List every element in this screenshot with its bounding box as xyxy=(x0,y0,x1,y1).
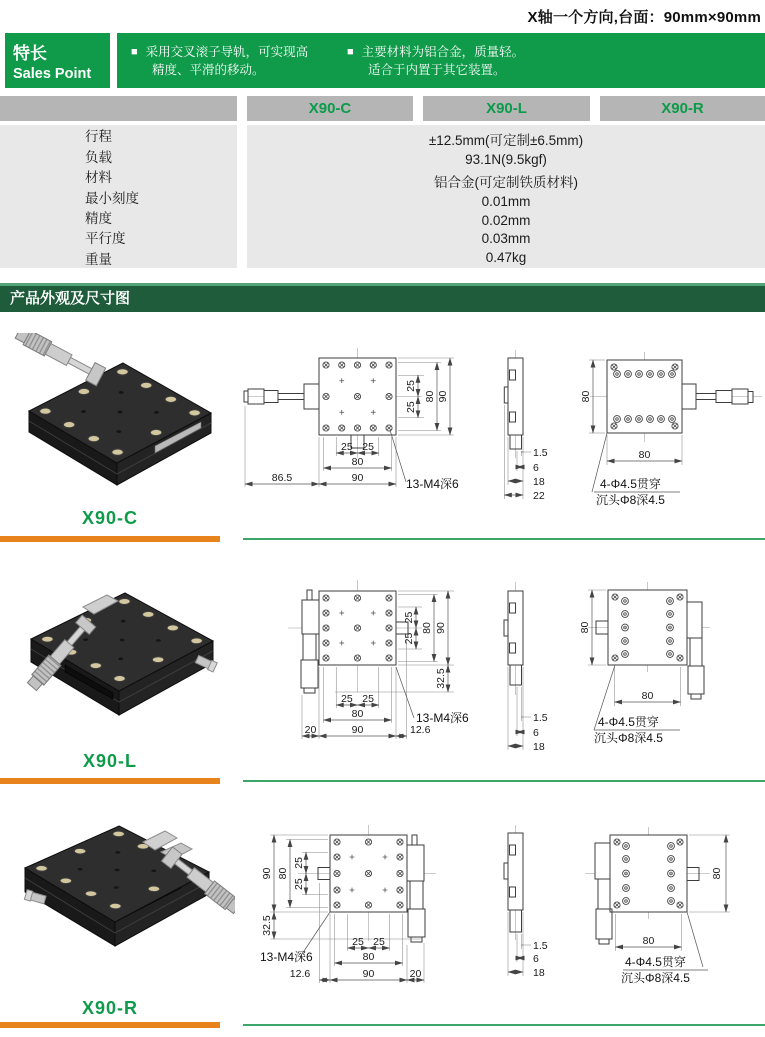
side-view xyxy=(504,825,548,979)
photo-x90r xyxy=(5,800,235,1000)
sales-point-bar xyxy=(117,33,765,88)
hole-note-2: 沉头Φ8深4.5 xyxy=(621,971,690,985)
orange-rule xyxy=(0,536,220,542)
micrometer xyxy=(13,333,105,386)
dim-label: 80 xyxy=(424,390,436,403)
spec-header-x90r: X90-R xyxy=(600,96,765,121)
dim-label: 80 xyxy=(421,622,433,634)
dim-label: 1.5 xyxy=(533,447,548,459)
dim-label: 80 xyxy=(351,456,364,468)
micrometer xyxy=(301,590,319,693)
spec-row-value: 0.47kg xyxy=(485,249,527,265)
spec-row-label: 平行度 xyxy=(85,231,126,247)
bullet-1-line-1: 采用交叉滚子导轨，可实现高 xyxy=(145,45,309,59)
dim-label: 80 xyxy=(351,708,364,720)
dim-label: 25 xyxy=(362,693,374,705)
spec-row-label: 行程 xyxy=(85,129,112,145)
orange-rule xyxy=(0,778,220,784)
top-view xyxy=(260,825,436,983)
spec-row-label: 负载 xyxy=(85,149,112,165)
dim-label: 25 xyxy=(352,936,364,948)
spec-row-value: 93.1N(9.5kgf) xyxy=(465,152,547,167)
micrometer xyxy=(595,843,612,944)
dim-label: 25 xyxy=(362,441,374,453)
spec-header-empty xyxy=(0,96,237,121)
bullet-square-icon: ■ xyxy=(347,46,354,58)
dim-label: 1.5 xyxy=(533,712,548,724)
sales-point-bullet-2 xyxy=(347,43,524,79)
bullet-2-line-1: 主要材料为铝合金，质量轻。 xyxy=(361,45,525,59)
dim-label: 25 xyxy=(403,632,415,645)
dim-label: 18 xyxy=(533,967,545,979)
model-label-x90c: X90-C xyxy=(81,508,139,528)
drawing-x90r xyxy=(240,795,765,1037)
dim-label: 80 xyxy=(579,621,591,634)
photo-x90l xyxy=(5,565,235,750)
dim-label: 22 xyxy=(533,490,545,502)
bottom-view xyxy=(579,582,710,745)
hole-note-2: 沉头Φ8深4.5 xyxy=(596,493,665,507)
spec-row-label: 重量 xyxy=(85,251,112,267)
dim-label: 12.6 xyxy=(289,968,311,980)
drawing-x90c xyxy=(240,330,765,545)
model-label-x90l: X90-L xyxy=(82,751,138,771)
dim-label: 90 xyxy=(437,390,449,403)
bullet-1-line-2: 精度、平滑的移动。 xyxy=(152,63,265,77)
dim-label: 90 xyxy=(351,472,364,484)
dim-label: 25 xyxy=(293,857,305,869)
dim-label: 6 xyxy=(533,727,539,739)
dim-label: 90 xyxy=(435,622,447,634)
bottom-view xyxy=(580,352,762,507)
axis-size-note: X轴一个方向,台面：90mm×90mm xyxy=(527,9,761,26)
section-title-bar: 产品外观及尺寸图 xyxy=(0,283,765,312)
dim-label: 25 xyxy=(341,441,353,453)
spec-label-column xyxy=(0,125,237,268)
dim-label: 80 xyxy=(362,951,375,963)
dim-label: 25 xyxy=(403,611,415,624)
dim-label: 1.5 xyxy=(533,940,548,952)
sales-point-title-box xyxy=(5,33,110,88)
sales-point-bullet-1 xyxy=(131,43,308,79)
dim-label: 80 xyxy=(641,690,654,702)
spec-row-value: ±12.5mm(可定制±6.5mm) xyxy=(428,132,584,148)
dim-label: 6 xyxy=(533,953,539,965)
spec-header-x90c: X90-C xyxy=(247,96,413,121)
dim-label: 80 xyxy=(580,390,592,403)
dim-label: 25 xyxy=(405,401,417,413)
spec-row-value: 0.01mm xyxy=(481,194,531,209)
dim-label: 90 xyxy=(261,867,273,880)
side-view xyxy=(504,582,548,753)
dim-label: 90 xyxy=(351,724,364,736)
dim-label: 25 xyxy=(373,936,385,948)
bullet-2-line-2: 适合于内置于其它装置。 xyxy=(368,63,506,77)
spec-row-value: 铝合金(可定制铁质材料) xyxy=(434,174,578,190)
dim-label: 12.6 xyxy=(410,724,431,736)
dim-label: 18 xyxy=(533,741,545,753)
dim-label: 80 xyxy=(711,867,723,880)
top-view xyxy=(244,348,459,491)
side-view xyxy=(504,350,547,502)
dim-label: 25 xyxy=(293,878,305,890)
thread-note: 13-M4深6 xyxy=(260,950,313,964)
dim-label: 6 xyxy=(533,462,539,474)
dim-label: 80 xyxy=(638,449,651,461)
thread-note: 13-M4深6 xyxy=(406,477,459,491)
top-view xyxy=(288,580,469,739)
dim-label: 20 xyxy=(409,968,422,980)
dim-label: 32.5 xyxy=(435,668,447,689)
dim-label: 25 xyxy=(341,693,353,705)
hole-note-1: 4-Φ4.5贯穿 xyxy=(625,955,686,969)
orange-rule xyxy=(0,1022,220,1028)
dim-label: 18 xyxy=(533,476,545,488)
hole-note-1: 4-Φ4.5贯穿 xyxy=(600,477,661,491)
dim-label: 32.5 xyxy=(261,915,273,936)
micrometer xyxy=(687,602,704,699)
sales-point-title-cn: 特长 xyxy=(13,44,47,63)
spec-header-x90l: X90-L xyxy=(423,96,590,121)
spec-row-value: 0.03mm xyxy=(481,231,531,246)
thread-note: 13-M4深6 xyxy=(416,711,469,725)
model-label-x90r: X90-R xyxy=(81,998,139,1018)
bullet-square-icon: ■ xyxy=(131,46,138,58)
dim-label: 86.5 xyxy=(271,472,293,484)
dim-label: 20 xyxy=(304,724,317,736)
micrometer xyxy=(407,835,425,942)
spec-value-column xyxy=(247,125,765,268)
spec-row-label: 材料 xyxy=(85,170,112,186)
dim-label: 80 xyxy=(642,935,655,947)
hole-note-1: 4-Φ4.5贯穿 xyxy=(598,715,659,729)
spec-row-value: 0.02mm xyxy=(481,212,531,228)
drawing-x90l xyxy=(240,560,765,792)
dim-label: 90 xyxy=(362,968,375,980)
spec-row-label: 精度 xyxy=(85,210,112,226)
spec-row-label: 最小刻度 xyxy=(85,190,139,206)
dim-label: 80 xyxy=(277,867,289,880)
sales-point-title-en: Sales Point xyxy=(13,66,92,82)
hole-note-2: 沉头Φ8深4.5 xyxy=(594,731,663,745)
dim-label: 25 xyxy=(405,380,417,392)
photo-x90c xyxy=(5,333,235,505)
bottom-view xyxy=(585,827,730,985)
